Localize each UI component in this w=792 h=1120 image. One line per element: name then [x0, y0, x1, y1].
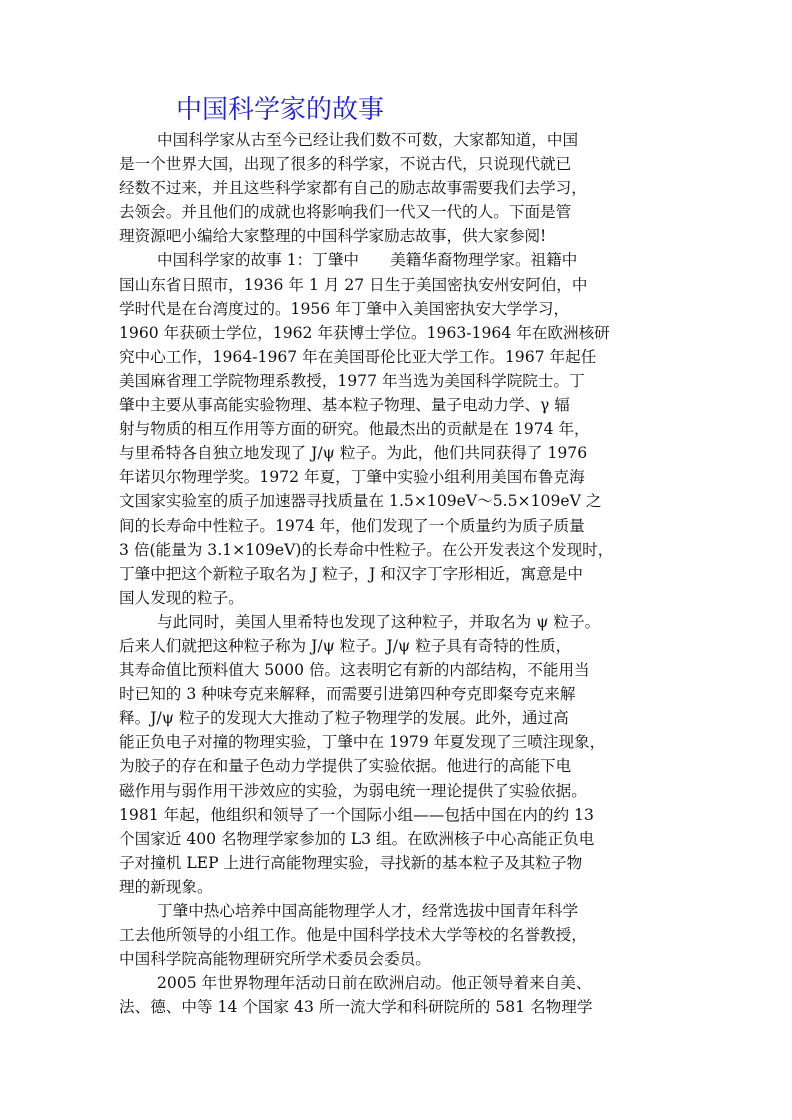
text-line: 国山东省日照市，1936 年 1 月 27 日生于美国密执安州安阿伯，中 [119, 275, 588, 294]
text-line: 国人发现的粒子。 [119, 588, 244, 607]
text-line: 子对撞机 LEP 上进行高能物理实验，寻找新的基本粒子及其粒子物 [119, 853, 583, 872]
text-line: 中国科学院高能物理研究所学术委员会委员。 [119, 950, 431, 969]
paragraph [119, 610, 685, 899]
text-line: 能正负电子对撞的物理实验，丁肇中在 1979 年夏发现了三喷注现象， [119, 733, 606, 752]
text-line: 时已知的 3 种味夸克来解释，而需要引进第四种夸克即粲夸克来解 [119, 685, 576, 704]
text-line: 肇中主要从事高能实验物理、基本粒子物理、量子电动力学、γ 辐 [119, 396, 570, 415]
paragraph [119, 128, 685, 248]
text-line: 理的新现象。 [119, 877, 213, 896]
text-line: 丁肇中把这个新粒子取名为 J 粒子，J 和汉字丁字形相近，寓意是中 [119, 564, 583, 583]
text-line: 释。J/ψ 粒子的发现大大推动了粒子物理学的发展。此外，通过高 [119, 709, 569, 728]
text-line: 学时代是在台湾度过的。1956 年丁肇中入美国密执安大学学习， [119, 299, 570, 318]
text-line: 射与物质的相互作用等方面的研究。他最杰出的贡献是在 1974 年， [119, 420, 590, 439]
paragraph [119, 971, 685, 1019]
text-line: 为胶子的存在和量子色动力学提供了实验依据。他进行的高能下电 [119, 757, 572, 776]
text-line: 其寿命值比预料值大 5000 倍。这表明它有新的内部结构，不能用当 [119, 661, 590, 680]
text-line: 去领会。并且他们的成就也将影响我们一代又一代的人。下面是管 [119, 203, 572, 222]
text-line: 1981 年起，他组织和领导了一个国际小组——包括中国在内的约 13 [119, 805, 594, 824]
document-title: 中国科学家的故事 [176, 95, 385, 125]
text-line: 中国科学家从古至今已经让我们数不可数，大家都知道，中国 [157, 131, 579, 149]
text-line: 丁肇中热心培养中国高能物理学人才，经常选拔中国青年科学 [157, 902, 579, 920]
text-line: 2005 年世界物理年活动日前在欧洲启动。他正领导着来自美、 [157, 974, 592, 993]
text-line: 美国麻省理工学院物理系教授，1977 年当选为美国科学院院士。丁 [119, 371, 585, 390]
text-line: 个国家近 400 名物理学家参加的 L3 组。在欧洲核子中心高能正负电 [119, 829, 595, 848]
text-line: 与此同时，美国人里希特也发现了这种粒子，并取名为 ψ 粒子。 [157, 612, 601, 631]
text-line: 工去他所领导的小组工作。他是中国科学技术大学等校的名誉教授， [119, 926, 587, 945]
text-line: 磁作用与弱作用干涉效应的实验，为弱电统一理论提供了实验依据。 [119, 781, 587, 800]
paragraph [119, 899, 685, 971]
text-line: 是一个世界大国，出现了很多的科学家，不说古代，只说现代就已 [119, 155, 572, 174]
text-line: 年诺贝尔物理学奖。1972 年夏，丁肇中实验小组利用美国布鲁克海 [119, 468, 585, 487]
text-line: 法、德、中等 14 个国家 43 所一流大学和科研院所的 581 名物理学 [119, 998, 593, 1017]
text-line: 中国科学家的故事 1：丁肇中 美籍华裔物理学家。祖籍中 [157, 251, 578, 270]
document-body [119, 128, 685, 1019]
text-line: 经数不过来，并且这些科学家都有自己的励志故事需要我们去学习， [119, 179, 587, 198]
text-line: 间的长寿命中性粒子。1974 年，他们发现了一个质量约为质子质量 [119, 516, 585, 535]
text-line: 1960 年获硕士学位，1962 年获博士学位。1963-1964 年在欧洲核研 [119, 323, 610, 342]
text-line: 与里希特各自独立地发现了 J/ψ 粒子。为此，他们共同获得了 1976 [119, 444, 588, 463]
text-line: 3 倍(能量为 3.1×109eV)的长寿命中性粒子。在公开发表这个发现时， [119, 540, 614, 559]
text-line: 理资源吧小编给大家整理的中国科学家励志故事，供大家参阅! [119, 227, 547, 246]
text-line: 后来人们就把这种粒子称为 J/ψ 粒子。J/ψ 粒子具有奇特的性质， [119, 636, 572, 655]
text-line: 文国家实验室的质子加速器寻找质量在 1.5×109eV～5.5×109eV 之 [119, 492, 602, 511]
paragraph [119, 248, 685, 609]
text-line: 究中心工作，1964-1967 年在美国哥伦比亚大学工作。1967 年起任 [119, 347, 597, 366]
